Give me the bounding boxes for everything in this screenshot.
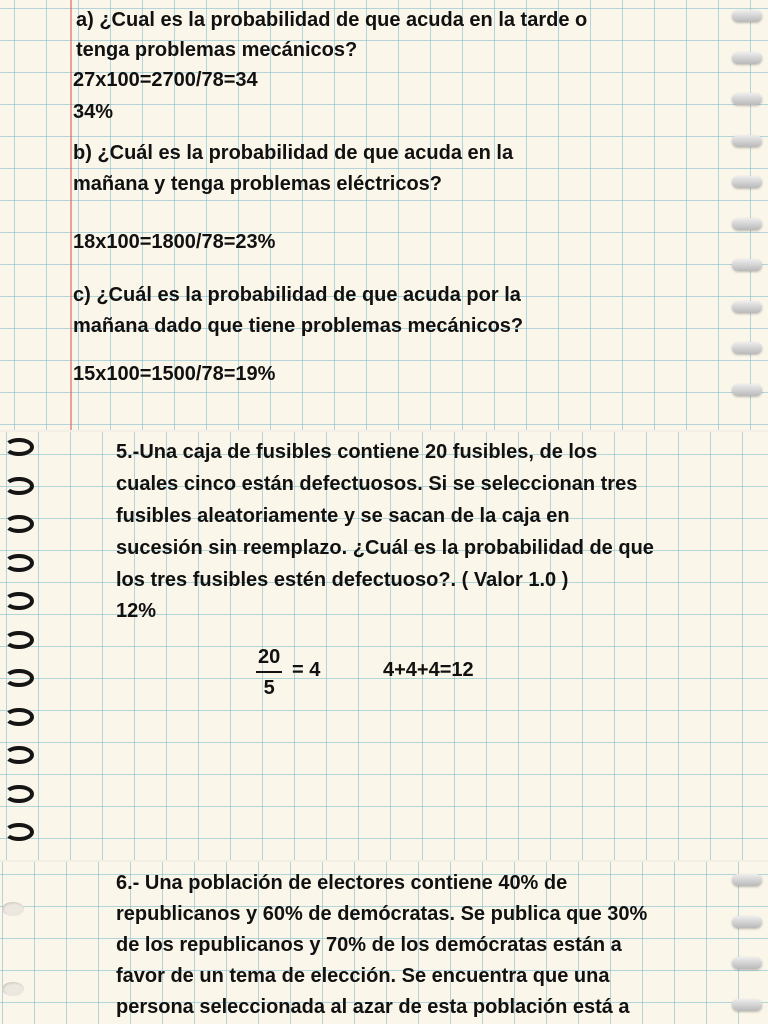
spiral-ring bbox=[4, 669, 34, 687]
binder-ring bbox=[732, 999, 762, 1011]
binder-ring bbox=[732, 176, 762, 188]
question-6 bbox=[116, 868, 647, 1023]
spiral-ring bbox=[4, 631, 34, 649]
question-6-line-2: republicanos y 60% de demócratas. Se publica que 30% bbox=[116, 903, 648, 925]
calc-b: 18x100=1800/78=23% bbox=[73, 231, 276, 253]
binder-ring bbox=[732, 916, 762, 928]
fraction bbox=[256, 646, 282, 700]
binder-ring bbox=[732, 301, 762, 313]
question-b-line-1: b) ¿Cuál es la probabilidad de que acuda en la bbox=[73, 142, 514, 164]
question-6-line-1: 6.- Una población de electores contiene 40% de bbox=[116, 872, 568, 894]
calc-a: 27x100=2700/78=34 bbox=[73, 69, 258, 91]
binder-ring bbox=[732, 10, 762, 22]
question-5-line-5: los tres fusibles estén defectuoso?. ( Valor 1.0 ) bbox=[116, 569, 569, 591]
fraction-numerator: 20 bbox=[256, 646, 282, 673]
spiral-ring bbox=[4, 438, 34, 456]
question-a bbox=[76, 5, 587, 65]
spiral-ring bbox=[4, 592, 34, 610]
calc-c: 15x100=1500/78=19% bbox=[73, 363, 276, 385]
punch-hole bbox=[2, 982, 24, 996]
spiral-ring bbox=[4, 746, 34, 764]
answer-5: 12% bbox=[116, 600, 157, 622]
question-b-line-2: mañana y tenga problemas eléctricos? bbox=[73, 173, 443, 195]
spiral-ring bbox=[4, 477, 34, 495]
spiral-ring bbox=[4, 515, 34, 533]
question-5 bbox=[116, 436, 654, 596]
binder-ring bbox=[732, 52, 762, 64]
result-a: 34% bbox=[73, 101, 114, 123]
fraction-result: = 4 bbox=[292, 659, 321, 681]
binder-ring bbox=[732, 218, 762, 230]
margin-line bbox=[70, 0, 72, 430]
question-c bbox=[73, 280, 523, 342]
question-b bbox=[73, 138, 513, 200]
binder-ring bbox=[732, 93, 762, 105]
question-5-line-4: sucesión sin reemplazo. ¿Cuál es la probabilidad de que bbox=[116, 537, 654, 559]
question-c-line-2: mañana dado que tiene problemas mecánicos? bbox=[73, 315, 524, 337]
notebook-page-3 bbox=[0, 862, 768, 1024]
question-a-line-2: tenga problemas mecánicos? bbox=[76, 39, 358, 61]
spiral-ring bbox=[4, 823, 34, 841]
question-a-line-1: a) ¿Cual es la probabilidad de que acuda en la tarde o bbox=[76, 9, 588, 31]
question-5-line-1: 5.-Una caja de fusibles contiene 20 fusibles, de los bbox=[116, 441, 598, 463]
sum-expression: 4+4+4=12 bbox=[383, 659, 474, 681]
question-6-line-5: persona seleccionada al azar de esta población está a bbox=[116, 996, 630, 1018]
spiral-ring bbox=[4, 785, 34, 803]
punch-hole bbox=[2, 902, 24, 916]
notebook-page-2 bbox=[0, 432, 768, 860]
binder-ring bbox=[732, 957, 762, 969]
fraction-denominator: 5 bbox=[263, 677, 275, 699]
binder-ring bbox=[732, 342, 762, 354]
question-5-line-2: cuales cinco están defectuosos. Si se seleccionan tres bbox=[116, 473, 638, 495]
notebook-page-1 bbox=[0, 0, 768, 430]
binder-ring bbox=[732, 384, 762, 396]
question-5-line-3: fusibles aleatoriamente y se sacan de la caja en bbox=[116, 505, 570, 527]
spiral-ring bbox=[4, 708, 34, 726]
question-6-line-4: favor de un tema de elección. Se encuentra que una bbox=[116, 965, 610, 987]
binder-ring bbox=[732, 874, 762, 886]
binder-ring bbox=[732, 135, 762, 147]
spiral-ring bbox=[4, 554, 34, 572]
question-6-line-3: de los republicanos y 70% de los demócratas están a bbox=[116, 934, 622, 956]
binder-ring bbox=[732, 259, 762, 271]
question-c-line-1: c) ¿Cuál es la probabilidad de que acuda por la bbox=[73, 284, 521, 306]
